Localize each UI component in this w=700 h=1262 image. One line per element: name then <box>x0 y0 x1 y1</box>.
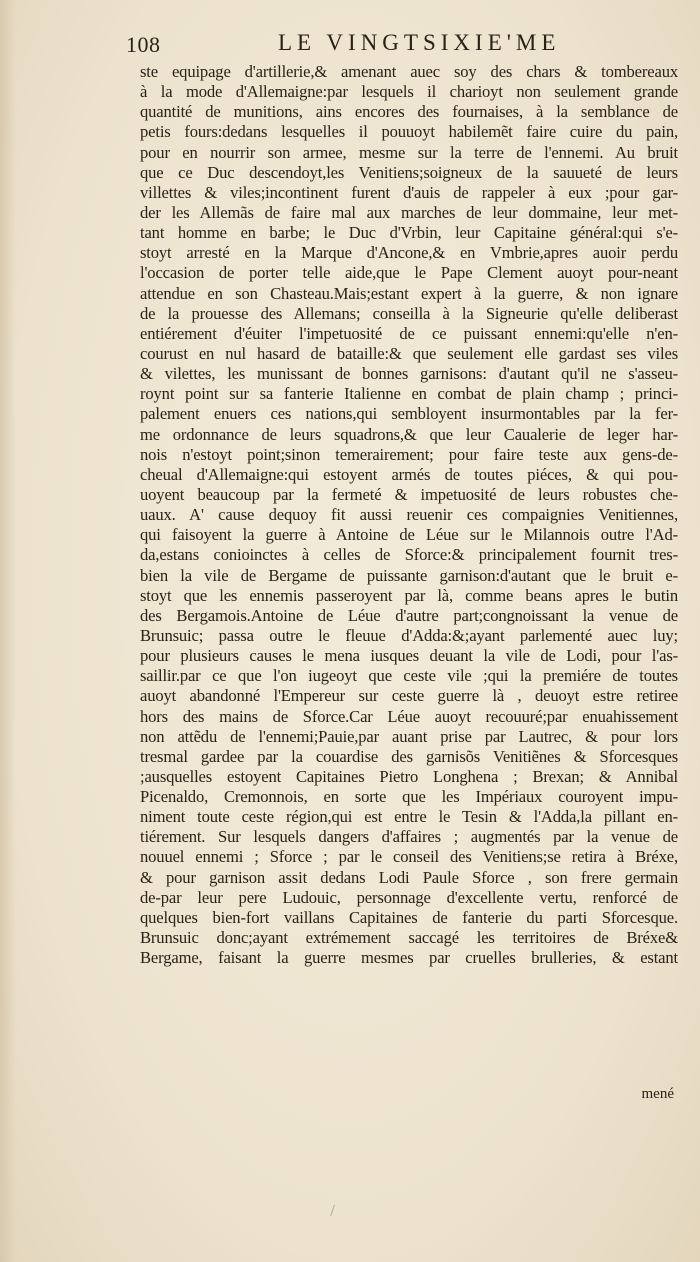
running-title: LE VINGTSIXIE'ME <box>278 30 561 55</box>
text-line: cheual d'Allemaigne:qui estoyent armés de toutes piéces, & qui pou- <box>140 464 678 484</box>
catchword: mené <box>641 1086 674 1102</box>
text-line: ste equipage d'artillerie,& amenant auec soy des chars & tombereaux <box>140 62 678 81</box>
text-line: & pour garnison assit dedans Lodi Paule Sforce , son frere germain <box>140 867 678 887</box>
text-line: quantité de munitions, ains encores des fournaises, à la semblance de <box>140 102 678 122</box>
text-line: hors des mains de Sforce.Car Léue auoyt recouuré;par enuahissement <box>140 706 678 726</box>
text-line: pour plusieurs causes le mena iusques deuant la vile de Lodi, pour l'as- <box>140 646 678 666</box>
text-line: non attẽdu de l'ennemi;Pauie,par auant prise par Lautrec, & pour lors <box>140 726 678 746</box>
text-line: auoyt abandonné l'Empereur sur ceste guerre là , deuoyt estre retiree <box>140 686 678 706</box>
text-line: à la mode d'Allemaigne:par lesquels il charioyt non seulement grande <box>140 82 678 102</box>
text-line: courust en nul hasard de bataille:& que seulement elle gardast ses viles <box>140 343 678 363</box>
text-line: des Bergamois.Antoine de Léue d'autre part;congnoissant la venue de <box>140 605 678 625</box>
text-line: Picenaldo, Cremonnois, en sorte que les Impériaux couroyent impu- <box>140 787 678 807</box>
text-line: entiérement d'éuiter l'impetuosité de ce puissant ennemi:qu'elle n'en- <box>140 323 678 343</box>
page-header <box>126 28 686 64</box>
paper-mark <box>330 1205 338 1218</box>
text-line: de la prouesse des Allemans; conseilla à la Signeurie qu'elle deliberast <box>140 303 678 323</box>
body-text <box>140 62 678 968</box>
text-line: stoyt que les ennemis passeroyent par là, comme beans apres le butin <box>140 585 678 605</box>
text-line: Brunsuic; passa outre le fleuue d'Adda:&;ayant parlementé auec luy; <box>140 625 678 645</box>
text-line: uoyent beaucoup par la fermeté & impetuosité de leurs robustes che- <box>140 484 678 504</box>
text-line: da,estans conioinctes à celles de Sforce:& principalement fournit tres- <box>140 545 678 565</box>
text-line: pour en nourrir son armee, mesme sur la terre de l'ennemi. Au bruit <box>140 142 678 162</box>
text-line: saillir.par ce que l'on iugeoyt que ceste vile ;qui la premiére de toutes <box>140 666 678 686</box>
text-line: niment toute ceste région,qui est entre le Tesin & l'Adda,la pillant en- <box>140 807 678 827</box>
text-line: stoyt arresté en la Marque d'Ancone,& en Vmbrie,apres auoir perdu <box>140 243 678 263</box>
text-line: me ordonnance de leurs squadrons,& que leur Caualerie de leger har- <box>140 424 678 444</box>
text-line: ;ausquelles estoyent Capitaines Pietro Longhena ; Brexan; & Annibal <box>140 766 678 786</box>
text-line: villettes & viles;incontinent furent d'auis de rappeler à eux ;pour gar- <box>140 182 678 202</box>
text-line: de-par leur pere Ludouic, personnage d'excellente vertu, renforcé de <box>140 887 678 907</box>
text-line: que ce Duc descendoyt,les Venitiens;soigneux de la sauueté de leurs <box>140 162 678 182</box>
text-line: Bergame, faisant la guerre mesmes par cruelles brulleries, & estant <box>140 948 678 968</box>
text-line: Brunsuic donc;ayant extrémement saccagé les territoires de Bréxe& <box>140 928 678 948</box>
text-line: & vilettes, les munissant de bonnes garnisons: d'autant qu'il ne s'asseu- <box>140 364 678 384</box>
text-line: bien la vile de Bergame de puissante garnison:d'autant que le bruit e- <box>140 565 678 585</box>
text-line: uaux. A' cause dequoy fit aussi reuenir ces compaignies Venitiennes, <box>140 505 678 525</box>
text-line: qui faisoyent la guerre à Antoine de Léue sur le Milannois outre l'Ad- <box>140 525 678 545</box>
text-line: petis fours:dedans lesquelles il pouuoyt habilemẽt faire cuire du pain, <box>140 122 678 142</box>
text-line: quelques bien-fort vaillans Capitaines de fanterie du parti Sforcesque. <box>140 907 678 927</box>
text-line: tant homme en barbe; le Duc d'Vrbin, leur Capitaine général:qui s'e- <box>140 223 678 243</box>
text-line: roynt point sur sa fanterie Italienne en combat de plain champ ; princi- <box>140 384 678 404</box>
text-line: der les Allemãs de faire mal aux marches de leur dommaine, leur met- <box>140 202 678 222</box>
text-line: attendue en son Chasteau.Mais;estant expert à la guerre, & non ignare <box>140 283 678 303</box>
text-line: nouuel ennemi ; Sforce ; par le conseil des Venitiens;se retira à Bréxe, <box>140 847 678 867</box>
text-line: tresmal gardee par la couardise des garnisõs Venitiẽnes & Sforcesques <box>140 746 678 766</box>
text-line: tiérement. Sur lesquels dangers d'affaires ; augmentés par la venue de <box>140 827 678 847</box>
page-number: 108 <box>126 32 161 57</box>
text-line: l'occasion de porter telle aide,que le Pape Clement auoyt pour-neant <box>140 263 678 283</box>
text-line: nois n'estoyt point;sinon temerairement; pour faire teste aux gens-de- <box>140 444 678 464</box>
gutter-shadow <box>0 0 16 1262</box>
text-line: palement enuers ces nations,qui sembloyent insurmontables par la fer- <box>140 404 678 424</box>
